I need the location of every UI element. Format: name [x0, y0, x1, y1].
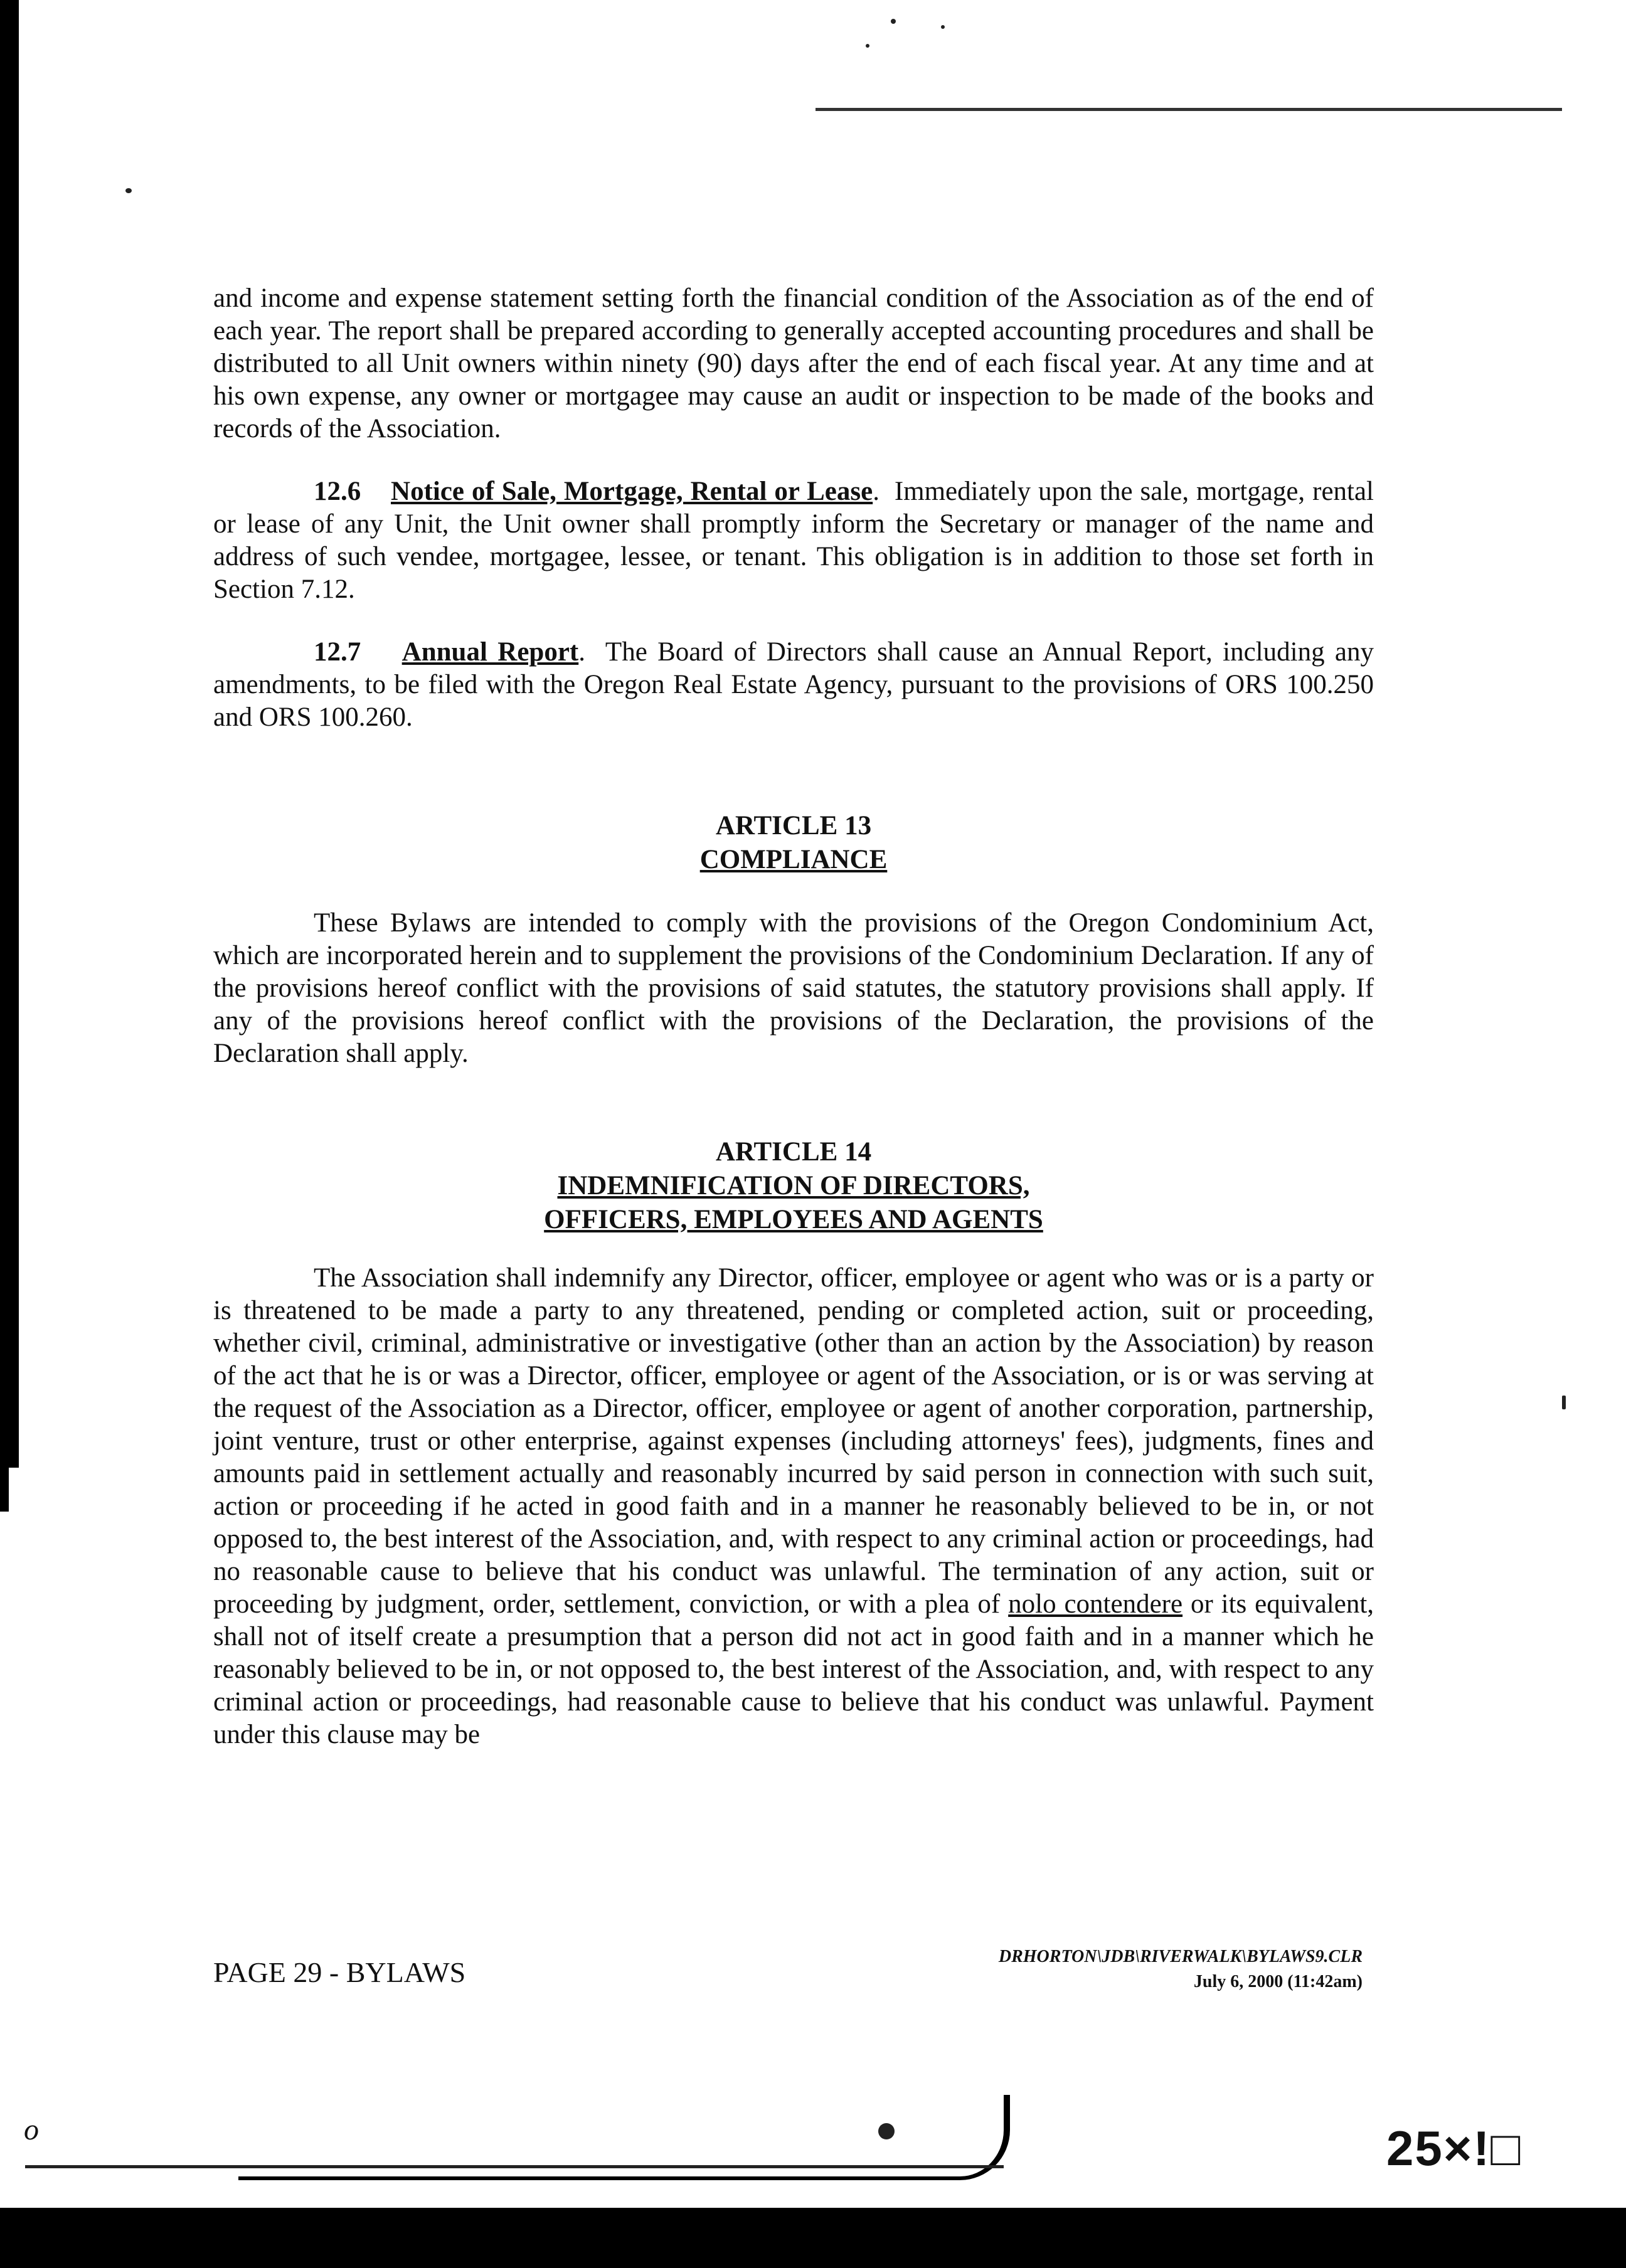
margin-stamp: 25×!□ [1386, 2121, 1522, 2176]
article-14-title-line1: INDEMNIFICATION OF DIRECTORS, [557, 1171, 1030, 1200]
scan-speck [1562, 1396, 1566, 1409]
article-13-heading [213, 809, 1374, 877]
scan-speck [941, 25, 945, 29]
intro-paragraph: and income and expense statement setting forth the financial condition of the Association as of the end of each year. The report shall be prepared according to generally accepted accounting procedures and shall be distributed to all Unit owners within ninety (90) days after the end of each fiscal year. At any time and at his own expense, any owner or mortgagee may cause an audit or inspection to be made of the books and records of the Association. [213, 284, 1374, 443]
scan-left-edge-tail [0, 1468, 9, 1512]
section-12-7-title: Annual Report [401, 637, 579, 667]
scan-top-rule [816, 108, 1562, 111]
section-12-7-text: The Board of Directors shall cause an Annual Report, including any amendments, to be filed with the Oregon Real Estate Agency, pursuant to the provisions of ORS 100.250 and ORS 100.260. [213, 637, 1374, 732]
section-12-6-text: Immediately upon the sale, mortgage, rental or lease of any Unit, the Unit owner shall promptly inform the Secretary or manager of the name and address of such vendee, mortgagee, lessee, or tenant. This obligation is in addition to those set forth in Section 7.12. [213, 477, 1374, 604]
scan-bottom-edge [0, 2208, 1626, 2268]
document-body [213, 282, 1374, 1751]
article-13-title: COMPLIANCE [699, 845, 888, 874]
scan-speck [878, 2123, 895, 2139]
section-12-7: 12.7 Annual Report. The Board of Directors shall cause an Annual Report, including any amendments, to be filed with the Oregon Real Estate Agency, pursuant to the provisions of ORS 100.250 and ORS 100.260. [213, 637, 1374, 732]
article-14-text [213, 1262, 1374, 1751]
section-12-6-number: 12.6 [314, 477, 361, 506]
scan-speck [125, 188, 132, 193]
section-12-6: 12.6 Notice of Sale, Mortgage, Rental or Lease. Immediately upon the sale, mortgage, rental or lease of any Unit, the Unit owner shall promptly inform the Secretary or manager of the name and address of such vendee, mortgagee, lessee, or tenant. This obligation is in addition to those set forth in Section 7.12. [213, 477, 1374, 604]
scan-bottom-rule [25, 2165, 1004, 2168]
scan-speck [866, 44, 869, 48]
article-13-label: ARTICLE 13 [715, 811, 872, 840]
footer-date: July 6, 2000 (11:42am) [1193, 1972, 1363, 1991]
article-13-text: These Bylaws are intended to comply with the provisions of the Oregon Condominium Act, which are incorporated herein and to supplement the provisions of the Condominium Declaration. If any of the provisions hereof conflict with the provisions of said statutes, the statutory provisions shall apply. If any of the provisions hereof conflict with the provisions of the Declaration, the provisions of the Declaration shall apply. [213, 908, 1374, 1068]
footer-page-label: PAGE 29 - BYLAWS [213, 1956, 466, 1988]
margin-corner-letter: o [24, 2113, 39, 2146]
footer-file-path: DRHORTON\JDB\RIVERWALK\BYLAWS9.CLR [998, 1947, 1363, 1966]
article-14-heading [213, 1135, 1374, 1237]
scan-speck [891, 19, 896, 24]
article-14-text-part2: or its equivalent, shall not of itself create a presumption that a person did not act in good faith and in a manner which he reasonably believed to be in, or not opposed to, the best interest of the Association, and, with respect to any criminal action or proceedings, had reasonable cause to believe that his conduct was unlawful. Payment under this clause may be [213, 1589, 1374, 1749]
section-12-7-number: 12.7 [314, 637, 361, 667]
article-14-label: ARTICLE 14 [715, 1137, 872, 1167]
article-14-title-line2: OFFICERS, EMPLOYEES AND AGENTS [544, 1205, 1043, 1234]
section-12-6-title: Notice of Sale, Mortgage, Rental or Lease [391, 477, 873, 506]
article-14-text-part1: The Association shall indemnify any Director, officer, employee or agent who was or is a party or is threatened to be made a party to any threatened, pending or completed action, suit or proceeding, whether civil, criminal, administrative or investigative (other than an action by the Association) by reason of the act that he is or was a Director, officer, employee or agent of the Association, or is or was serving at the request of the Association as a Director, officer, employee or agent of another corporation, partnership, joint venture, trust or other enterprise, against expenses (including attorneys' fees), judgments, fines and amounts paid in settlement actually and reasonably incurred by said person in connection with such suit, action or proceeding if he acted in good faith and in a manner he reasonably believed to be in, or not opposed to, the best interest of the Association, and, with respect to any criminal action or proceedings, had no reasonable cause to believe that his conduct was unlawful. The termination of any action, suit or proceeding by judgment, order, settlement, conviction, or with a plea of [213, 1263, 1374, 1619]
article-14-nolo-contendere: nolo contendere [1008, 1589, 1183, 1619]
footer-file-info [999, 1944, 1363, 1995]
scan-left-edge [0, 0, 19, 1468]
